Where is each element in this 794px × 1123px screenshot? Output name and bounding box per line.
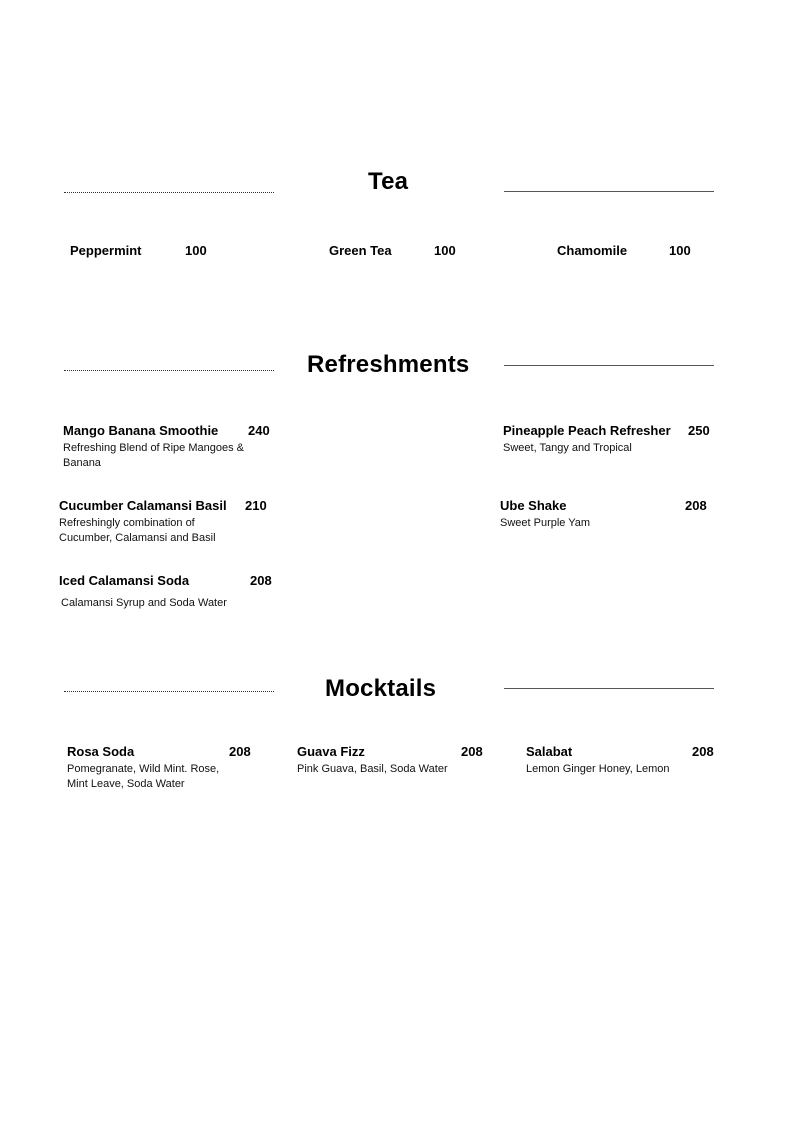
tea-divider-left xyxy=(64,192,274,193)
menu-item-description: Lemon Ginger Honey, Lemon xyxy=(526,763,670,775)
mocktails-divider-left xyxy=(64,691,274,692)
menu-item-description: Sweet, Tangy and Tropical xyxy=(503,442,632,454)
menu-item-description: Pink Guava, Basil, Soda Water xyxy=(297,763,448,775)
tea-divider-right xyxy=(504,191,714,192)
menu-item-price: 208 xyxy=(692,744,714,759)
menu-item-name: Guava Fizz xyxy=(297,744,365,759)
menu-item-description: Refreshing Blend of Ripe Mangoes & Banana xyxy=(63,442,244,469)
menu-item-price: 100 xyxy=(185,243,207,258)
refreshments-heading: Refreshments xyxy=(307,351,470,378)
menu-item-price: 250 xyxy=(688,423,710,438)
refreshments-divider-right xyxy=(504,365,714,366)
menu-item-name: Peppermint xyxy=(70,243,142,258)
menu-item-price: 208 xyxy=(685,498,707,513)
menu-item-name: Ube Shake xyxy=(500,498,567,513)
menu-item-description: Sweet Purple Yam xyxy=(500,517,591,529)
menu-item-price: 240 xyxy=(248,423,270,438)
menu-item-price: 208 xyxy=(250,573,272,588)
menu-item-description: Pomegranate, Wild Mint. Rose, Mint Leave, Soda Water xyxy=(67,763,220,790)
menu-item-name: Mango Banana Smoothie xyxy=(63,423,219,438)
menu-item-price: 208 xyxy=(229,744,251,759)
menu-item-name: Pineapple Peach Refresher xyxy=(503,423,671,438)
menu-item-name: Rosa Soda xyxy=(67,744,135,759)
menu-item-description: Refreshingly combination of Cucumber, Calamansi and Basil xyxy=(59,517,216,544)
menu-item-description: Calamansi Syrup and Soda Water xyxy=(61,597,227,609)
menu-item-name: Iced Calamansi Soda xyxy=(59,573,190,588)
mocktails-divider-right xyxy=(504,688,714,689)
menu-item-name: Chamomile xyxy=(557,243,628,258)
menu-item-name: Green Tea xyxy=(329,243,392,258)
menu-item-name: Cucumber Calamansi Basil xyxy=(59,498,227,513)
tea-heading: Tea xyxy=(368,168,409,195)
menu-item-name: Salabat xyxy=(526,744,573,759)
mocktails-heading: Mocktails xyxy=(325,675,437,702)
menu-item-price: 100 xyxy=(669,243,691,258)
menu-item-price: 208 xyxy=(461,744,483,759)
refreshments-divider-left xyxy=(64,370,274,371)
menu-item-price: 210 xyxy=(245,498,267,513)
menu-item-price: 100 xyxy=(434,243,456,258)
